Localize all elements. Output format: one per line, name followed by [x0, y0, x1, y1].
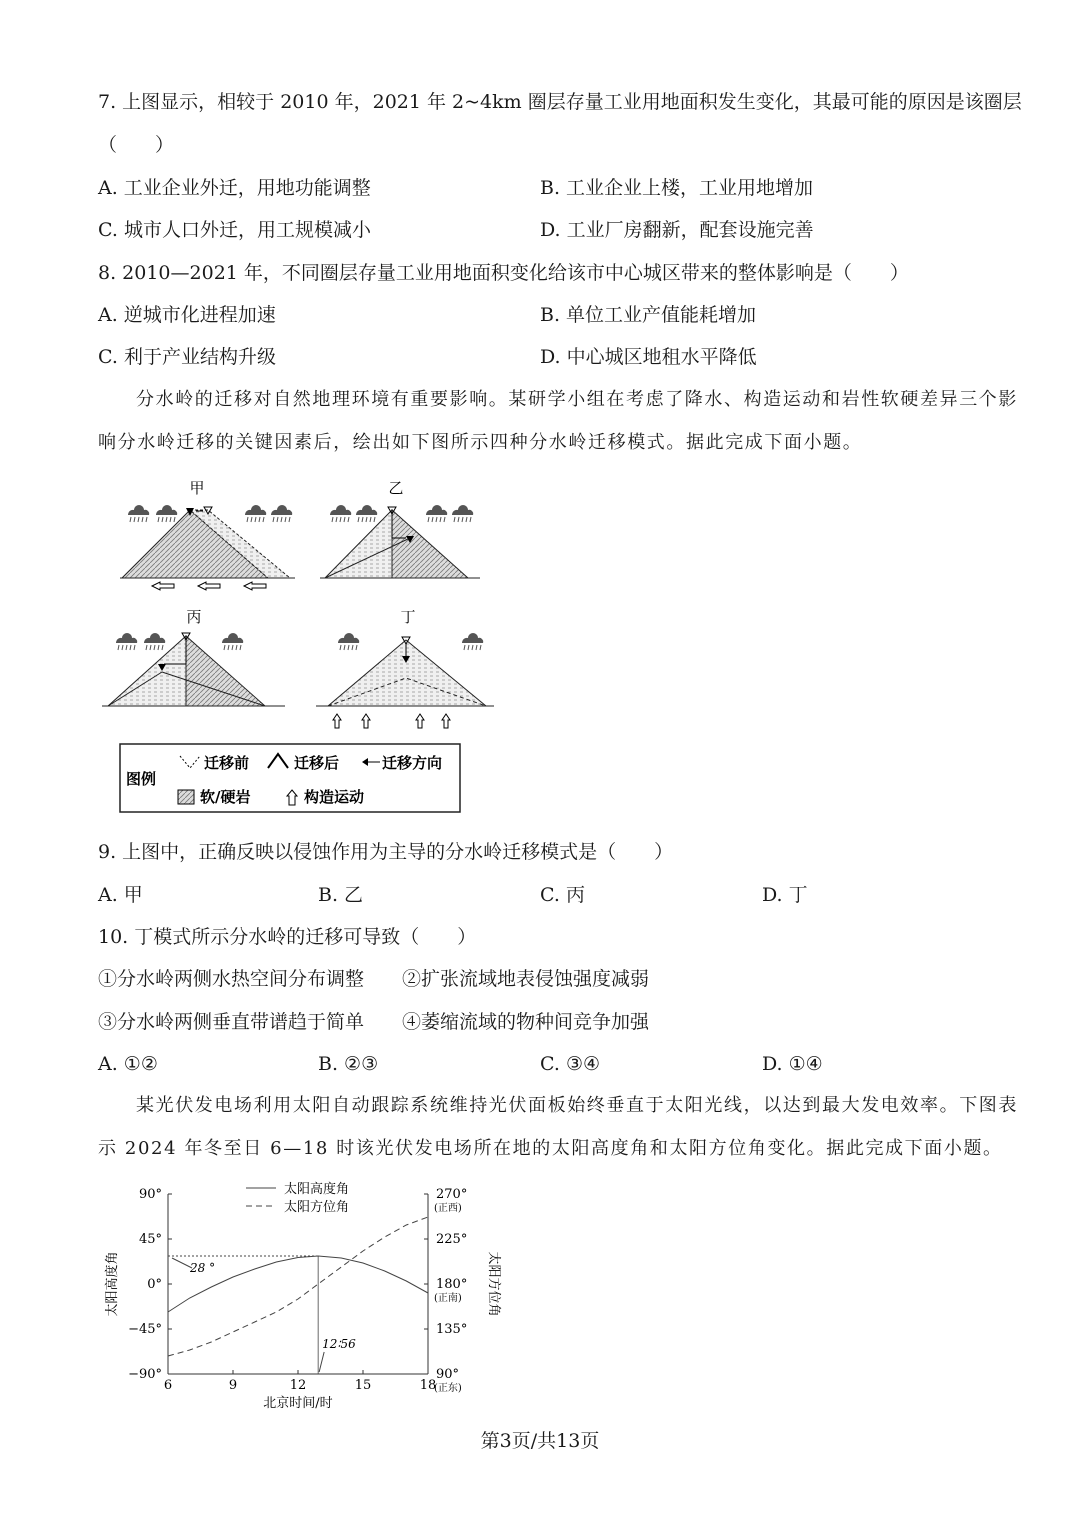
legend-before-label: 迁移前: [204, 754, 250, 772]
q9-stem: 9. 上图中，正确反映以侵蚀作用为主导的分水岭迁移模式是（ ）: [98, 841, 674, 863]
x-tick-label: 15: [354, 1378, 372, 1393]
left-axis-title: 太阳高度角: [105, 1251, 120, 1317]
x-tick-label: 9: [228, 1378, 238, 1393]
panel-ding: [316, 608, 494, 728]
right-tick-label: 135°: [436, 1322, 468, 1337]
passage-2-line-2: 示 2024 年冬至日 6—18 时该光伏发电场所在地的太阳高度角和太阳方位角变化。据此完成下面小题。: [98, 1138, 1003, 1159]
right-tick-label: 180°: [436, 1277, 468, 1292]
legend-label: 太阳高度角: [284, 1182, 350, 1197]
right-direction-note: (正南): [434, 1293, 462, 1304]
peak-angle-arrow: [172, 1258, 192, 1268]
q10-stem: 10. 丁模式所示分水岭的迁移可导致（ ）: [98, 926, 477, 948]
q9-option-c: C. 丙: [540, 884, 585, 906]
right-direction-note: (正西): [434, 1203, 462, 1214]
legend-label: 太阳方位角: [284, 1200, 350, 1215]
peak-time-arrow: [319, 1352, 324, 1372]
q9-option-d: D. 丁: [762, 884, 808, 906]
q10-option-c: C. ③④: [540, 1053, 601, 1075]
panel-label-bing: 丙: [186, 608, 202, 626]
legend-rock-label: 软/硬岩: [200, 788, 251, 806]
page-footer: 第3页/共13页: [480, 1430, 600, 1452]
q7-option-a: A. 工业企业外迁，用地功能调整: [98, 177, 371, 199]
peak-angle-label: 28 °: [190, 1261, 216, 1275]
left-tick-label: −45°: [128, 1322, 162, 1337]
watershed-migration-figure: [100, 478, 500, 818]
q9-option-a: A. 甲: [98, 884, 143, 906]
legend-tectonic-label: 构造运动: [304, 788, 365, 806]
x-tick-label: 6: [163, 1378, 173, 1393]
q8-option-c: C. 利于产业结构升级: [98, 346, 276, 368]
q10-item-3: ③分水岭两侧垂直带谱趋于简单: [98, 1011, 365, 1033]
legend-title: 图例: [126, 770, 157, 788]
q10-option-d: D. ①④: [762, 1053, 823, 1075]
passage-2-line-1: 某光伏发电场利用太阳自动跟踪系统维持光伏面板始终垂直于太阳光线，以达到最大发电效率。下图表: [136, 1095, 1018, 1116]
q8-option-d: D. 中心城区地租水平降低: [540, 346, 757, 368]
q8-option-b: B. 单位工业产值能耗增加: [540, 304, 757, 326]
q8-option-a: A. 逆城市化进程加速: [98, 304, 276, 326]
passage-1-line-2: 响分水岭迁移的关键因素后，绘出如下图所示四种分水岭迁移模式。据此完成下面小题。: [98, 432, 863, 453]
q7-option-d: D. 工业厂房翻新，配套设施完善: [540, 219, 814, 241]
q10-item-1: ①分水岭两侧水热空间分布调整: [98, 968, 365, 990]
right-tick-label: 90°: [436, 1367, 460, 1382]
right-tick-label: 225°: [436, 1232, 468, 1247]
right-tick-label: 270°: [436, 1187, 468, 1202]
q7-option-b: B. 工业企业上楼，工业用地增加: [540, 177, 814, 199]
x-tick-label: 18: [419, 1378, 437, 1393]
x-tick-label: 12: [289, 1378, 307, 1393]
q10-option-b: B. ②③: [318, 1053, 379, 1075]
right-axis-title: 太阳方位角: [486, 1251, 501, 1317]
legend-after-label: 迁移后: [294, 754, 340, 772]
left-tick-label: −90°: [128, 1367, 162, 1382]
sun-angle-chart: [98, 1178, 518, 1418]
legend-direction-label: 迁移方向: [382, 754, 443, 772]
q7-stem: 7. 上图显示，相较于 2010 年，2021 年 2~4km 圈层存量工业用地面积发生变化，其最可能的原因是该圈层: [98, 91, 1022, 113]
left-tick-label: 45°: [138, 1232, 162, 1247]
q9-option-b: B. 乙: [318, 884, 364, 906]
q10-item-2: ②扩张流域地表侵蚀强度减弱: [402, 968, 650, 990]
panel-bing: [102, 608, 285, 706]
azimuth-line: [168, 1217, 428, 1356]
left-tick-label: 0°: [147, 1277, 162, 1292]
x-axis-title: 北京时间/时: [263, 1396, 333, 1411]
peak-time-label: 12∶56: [322, 1337, 356, 1351]
q7-answer-paren: （ ）: [98, 134, 175, 156]
panel-label-jia: 甲: [189, 479, 205, 497]
figure-legend: [120, 744, 460, 812]
panel-jia: [120, 479, 295, 590]
panel-label-ding: 丁: [400, 608, 416, 626]
panel-yi: [320, 479, 480, 578]
right-direction-note: (正东): [434, 1383, 462, 1394]
q10-option-a: A. ①②: [98, 1053, 158, 1075]
q7-option-c: C. 城市人口外迁，用工规模减小: [98, 219, 371, 241]
passage-1-line-1: 分水岭的迁移对自然地理环境有重要影响。某研学小组在考虑了降水、构造运动和岩性软硬差异三个影: [136, 389, 1018, 410]
q10-item-4: ④萎缩流域的物种间竞争加强: [402, 1011, 650, 1033]
left-tick-label: 90°: [138, 1187, 162, 1202]
q8-stem: 8. 2010—2021 年，不同圈层存量工业用地面积变化给该市中心城区带来的整体影响是（ ）: [98, 262, 909, 284]
panel-label-yi: 乙: [388, 479, 404, 497]
